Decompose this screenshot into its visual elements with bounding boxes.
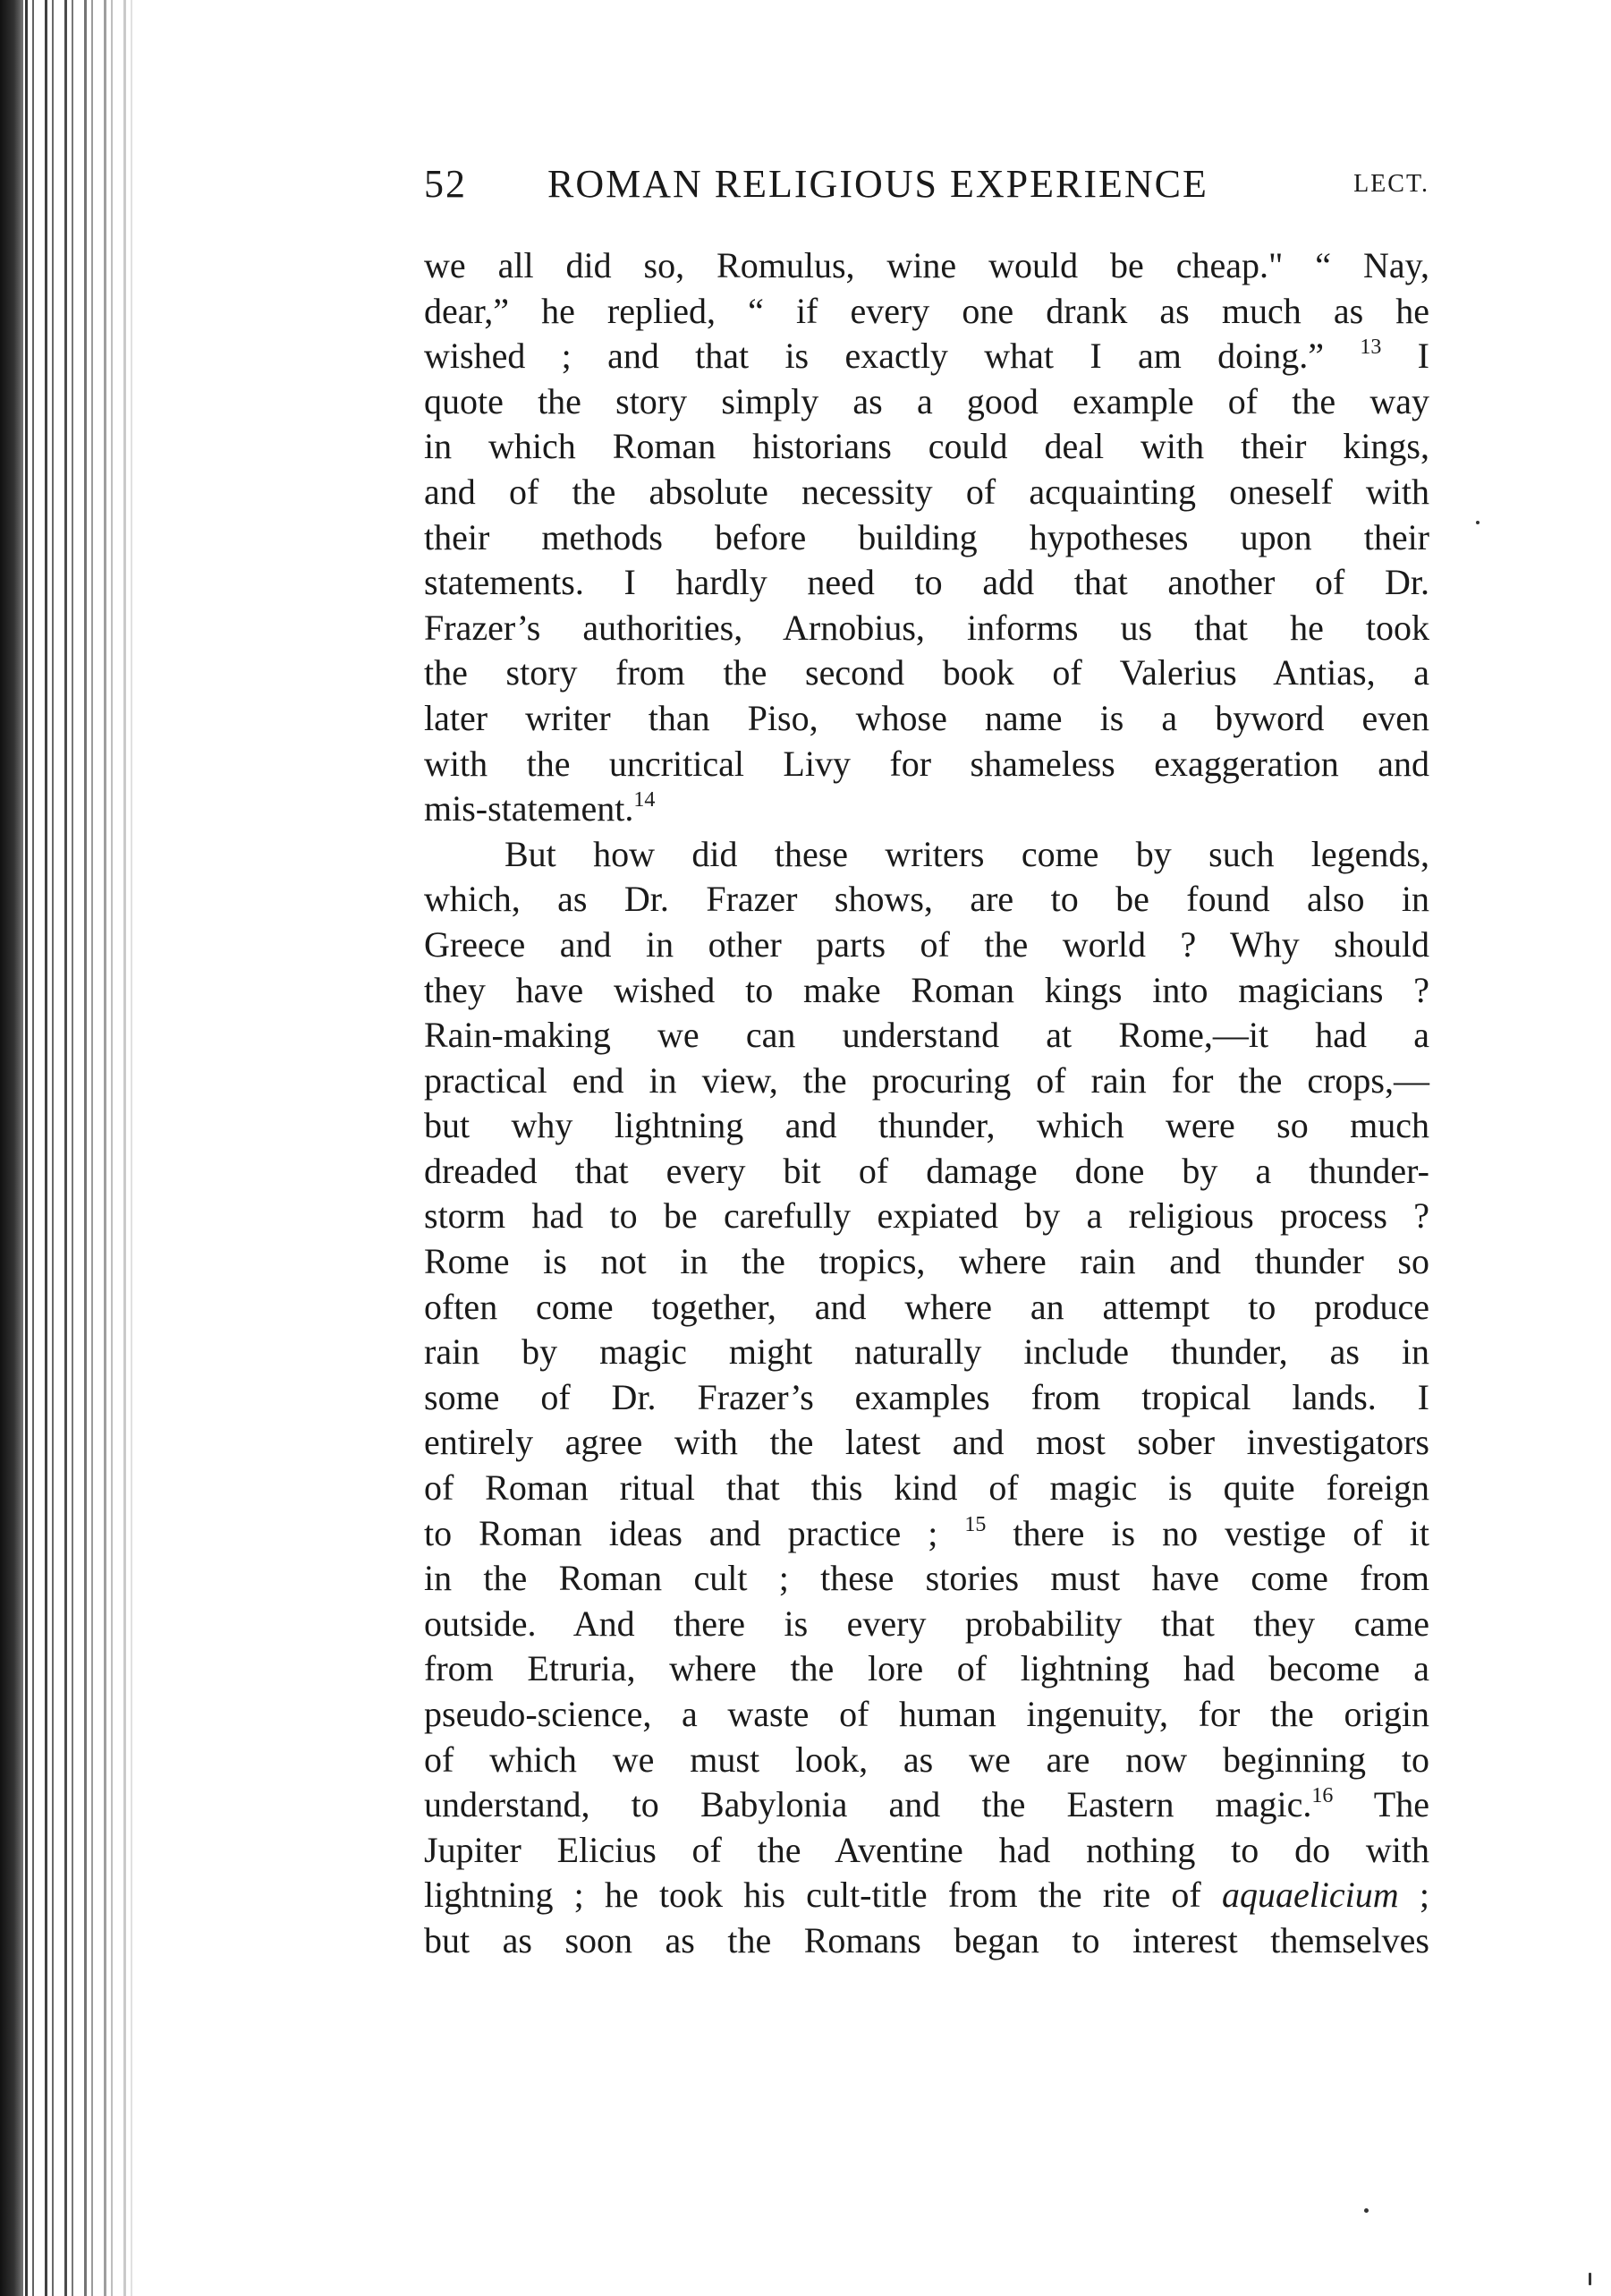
text-line: which, as Dr. Frazer shows, are to be found also in	[424, 879, 1429, 920]
text-line: Jupiter Elicius of the Aventine had nothing to do with	[424, 1829, 1429, 1870]
scan-speck	[1364, 2208, 1369, 2213]
italic-term: aquaelicium	[1221, 1875, 1399, 1916]
text-line: of Roman ritual that this kind of magic is quite foreign	[424, 1467, 1429, 1509]
text-line: understand, to Babylonia and the Eastern magic.$^{16}$ The	[424, 1784, 1429, 1825]
text-line: in the Roman cult ; these stories must have come from	[424, 1558, 1429, 1599]
footnote-ref: 13	[1360, 336, 1382, 360]
scan-speck	[1589, 2273, 1591, 2285]
text-line: lightning ; he took his cult-title from the rite of aquaelicium ;	[424, 1875, 1429, 1916]
text-line: from Etruria, where the lore of lightning had become a	[424, 1648, 1429, 1689]
text-line: entirely agree with the latest and most sober investigators	[424, 1422, 1429, 1463]
section-label: LECT.	[1353, 170, 1429, 198]
body-text	[424, 243, 1429, 1964]
text-line: rain by magic might naturally include thunder, as in	[424, 1331, 1429, 1373]
page-number: 52	[424, 162, 467, 206]
scan-speck	[1476, 521, 1480, 524]
text-line: with the uncritical Livy for shameless exaggeration and	[424, 743, 1429, 784]
text-line: but why lightning and thunder, which were so much	[424, 1105, 1429, 1146]
text-line: pseudo-science, a waste of human ingenuity, for the origin	[424, 1694, 1429, 1734]
book-spine-edge	[0, 0, 23, 2296]
text-line: in which Roman historians could deal with their kings,	[424, 426, 1429, 467]
text-line: often come together, and where an attempt to produce	[424, 1286, 1429, 1327]
text-line: Rome is not in the tropics, where rain and thunder so	[424, 1241, 1429, 1282]
text-line: dear,” he replied, “ if every one drank as much as he	[424, 290, 1429, 331]
running-head	[424, 161, 1429, 215]
text-line: but as soon as the Romans began to interest themselves	[424, 1919, 1429, 1960]
text-line: later writer than Piso, whose name is a byword even	[424, 697, 1429, 738]
text-line: to Roman ideas and practice ; $^{15}$ there is no vestige of it	[424, 1512, 1430, 1553]
text-line: their methods before building hypotheses upon their	[424, 516, 1429, 557]
text-line: Frazer’s authorities, Arnobius, informs us that he took	[424, 607, 1429, 648]
text-line: of which we must look, as we are now beginning to	[424, 1739, 1429, 1780]
text-line: and of the absolute necessity of acquainting oneself with	[424, 471, 1429, 512]
footnote-ref: 16	[1311, 1784, 1334, 1808]
text-line: statements. I hardly need to add that another of Dr.	[424, 562, 1429, 603]
footnote-ref: 15	[964, 1512, 987, 1536]
text-line: mis-statement.$^{14}$	[424, 788, 656, 829]
text-line: we all did so, Romulus, wine would be cheap." “ Nay,	[424, 245, 1429, 285]
text-line: quote the story simply as a good example of the way	[424, 380, 1429, 421]
text-line: Rain-making we can understand at Rome,—it had a	[424, 1015, 1429, 1056]
text-line: dreaded that every bit of damage done by a thunder-	[424, 1150, 1429, 1191]
text-line: Greece and in other parts of the world ? Why should	[424, 923, 1429, 965]
text-line: the story from the second book of Valerius Antias, a	[424, 652, 1429, 693]
footnote-ref: 14	[633, 788, 656, 812]
text-line: practical end in view, the procuring of rain for the crops,—	[424, 1059, 1429, 1101]
running-title: ROMAN RELIGIOUS EXPERIENCE	[547, 162, 1208, 206]
text-line: wished ; and that is exactly what I am doing.” $^{13}$ I	[424, 336, 1429, 377]
text-line: some of Dr. Frazer’s examples from tropical lands. I	[424, 1376, 1429, 1417]
text-line: outside. And there is every probability that they came	[424, 1603, 1429, 1644]
paragraph-first-line: But how did these writers come by such legends,	[504, 833, 1429, 874]
text-line: they have wished to make Roman kings into magicians ?	[424, 969, 1429, 1010]
text-line: storm had to be carefully expiated by a religious process ?	[424, 1195, 1429, 1237]
